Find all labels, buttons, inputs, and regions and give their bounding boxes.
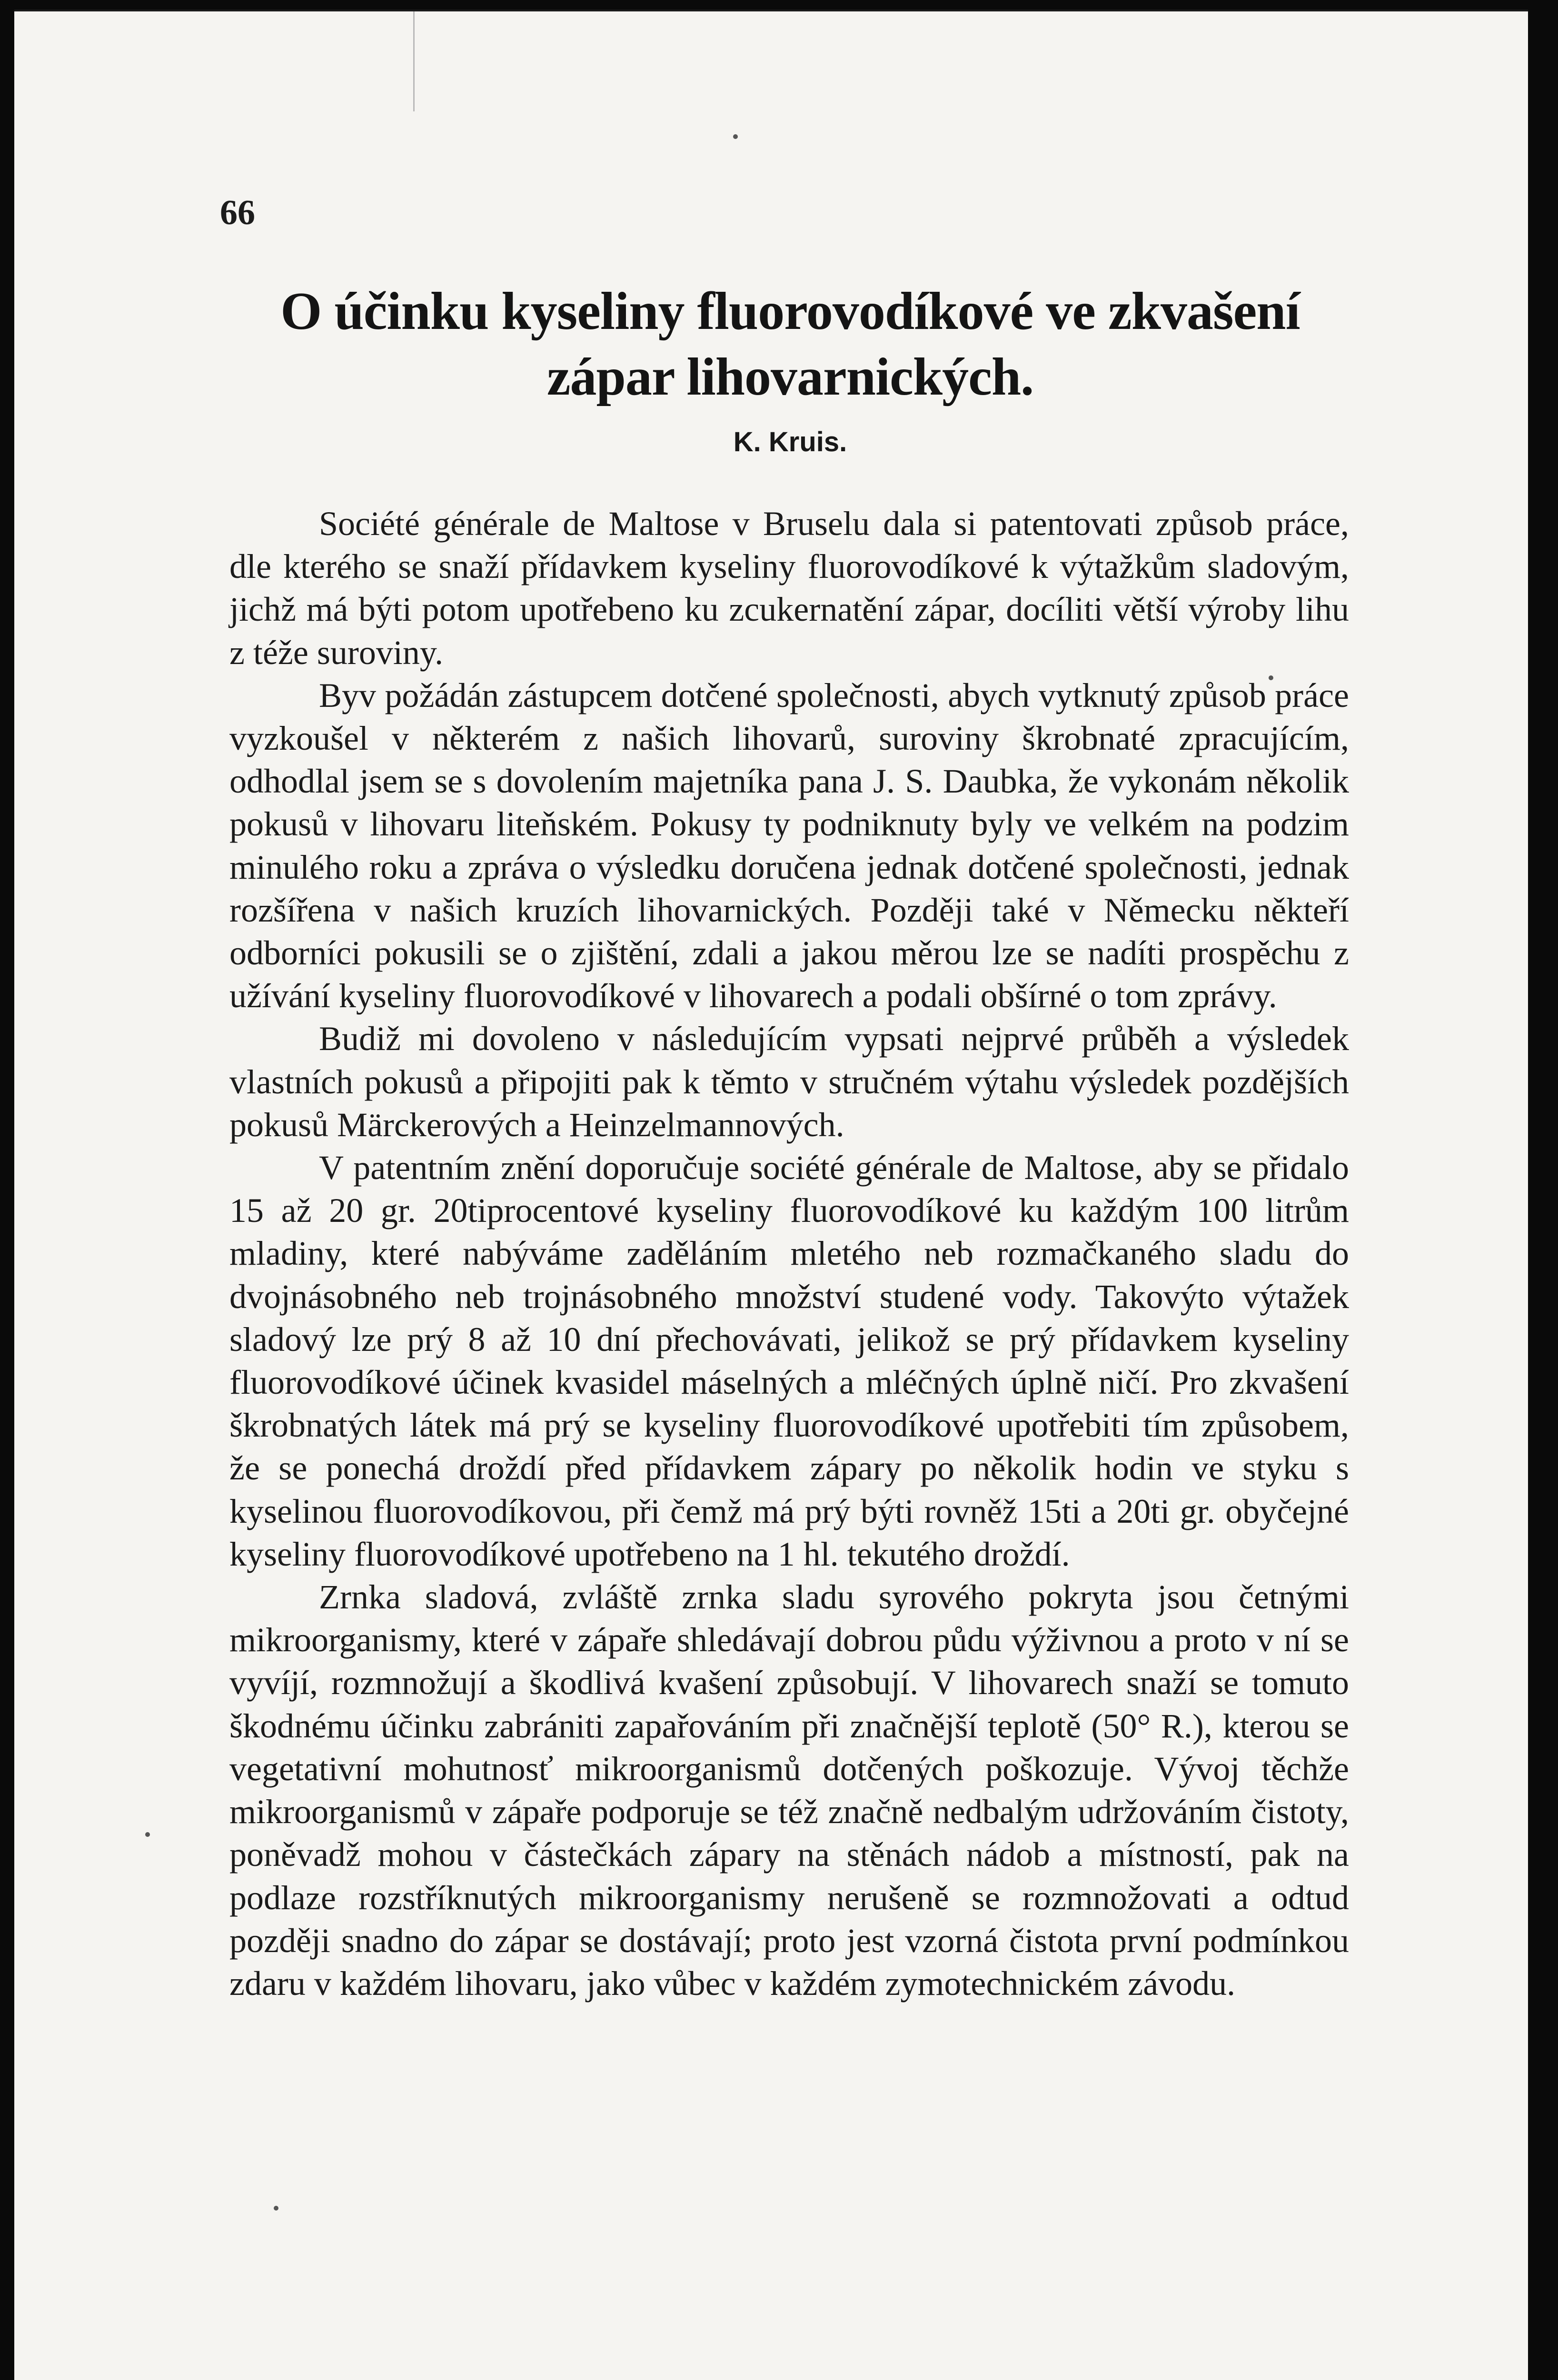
scan-speck — [733, 134, 738, 139]
page-number: 66 — [220, 193, 255, 232]
article-body — [229, 502, 1349, 2005]
scan-artifact — [413, 11, 415, 111]
paragraph: Budiž mi dovoleno v následujícím vypsati nejprvé průběh a výsledek vlastních pokusů a připojiti pak k těmto v stručném výtahu výsledek pozdějších pokusů Märckerových a Heinzelmannových. — [229, 1020, 1349, 1144]
article-title: O účinku kyseliny fluorovodíkové ve zkvašení zápar lihovarnických. — [280, 282, 1300, 407]
paragraph: Zrnka sladová, zvláště zrnka sladu syrového pokryta jsou četnými mikroorganismy, které v zápaře shledávají dobrou půdu výživnou a proto v ní se vyvíjí, rozmnožují a škodlivá kvašení způsobují. V lihovarech snaží se tomuto škodnému účinku zabrániti zapařováním při značnější teplotě (50° R.), kterou se vegetativní mohutnosť mikroorganismů dotčených poškozuje. Vývoj těchže mikroorganismů v zápaře podporuje se též značně nedbalým udržováním čistoty, poněvadž mohou v částečkách zápary na stěnách nádob a místností, pak na podlaze rozstříknutých mikroorganismy nerušeně se rozmnožovati a odtud později snadno do zápar se dostávají; proto jest vzorná čistota první podmínkou zdaru v každém lihovaru, jako vůbec v každém zymotechnickém závodu. — [229, 1578, 1349, 2003]
article-author: K. Kruis. — [733, 426, 847, 457]
paragraph: Byv požádán zástupcem dotčené společnosti, abych vytknutý způsob práce vyzkoušel v některém z našich lihovarů, suroviny škrobnaté zpracujícím, odhodlal jsem se s dovolením majetníka pana J. S. Daubka, že vykonám několik pokusů v lihovaru liteňském. Pokusy ty podniknuty byly ve velkém na podzim minulého roku a zpráva o výsledku doručena jednak dotčené společnosti, jednak rozšířena v našich kruzích lihovarnických. Později také v Německu někteří odborníci pokusili se o zjištění, zdali a jakou měrou lze se nadíti prospěchu z užívání kyseliny fluorovodíkové v lihovarech a podali obšírné o tom zprávy. — [229, 676, 1349, 1015]
scan-speck — [274, 2206, 278, 2211]
scan-speck — [145, 1832, 150, 1837]
paragraph: Société générale de Maltose v Bruselu dala si patentovati způsob práce, dle kterého se snaží přídavkem kyseliny fluorovodíkové k výtažkům sladovým, jichž má býti potom upotřebeno ku zcukernatění zápar, docíliti větší výroby lihu z téže suroviny. — [229, 505, 1349, 672]
paragraph: V patentním znění doporučuje société générale de Maltose, aby se přidalo 15 až 20 gr. 20tiprocentové kyseliny fluorovodíkové ku každým 100 litrům mladiny, které nabýváme zaděláním mletého neb rozmačkaného sladu do dvojnásobného neb trojnásobného množství studené vody. Takovýto výtažek sladový lze prý 8 až 10 dní přechovávati, jelikož se prý přídavkem kyseliny fluorovodíkové účinek kvasidel máselných a mléčných úplně ničí. Pro zkvašení škrobnatých látek má prý se kyseliny fluorovodíkové upotřebiti tím způsobem, že se ponechá droždí před přídavkem zápary po několik hodin ve styku s kyselinou fluorovodíkovou, při čemž má prý býti rovněž 15ti a 20ti gr. obyčejné kyseliny fluorovodíkové upotřebeno na 1 hl. tekutého droždí. — [229, 1149, 1349, 1573]
